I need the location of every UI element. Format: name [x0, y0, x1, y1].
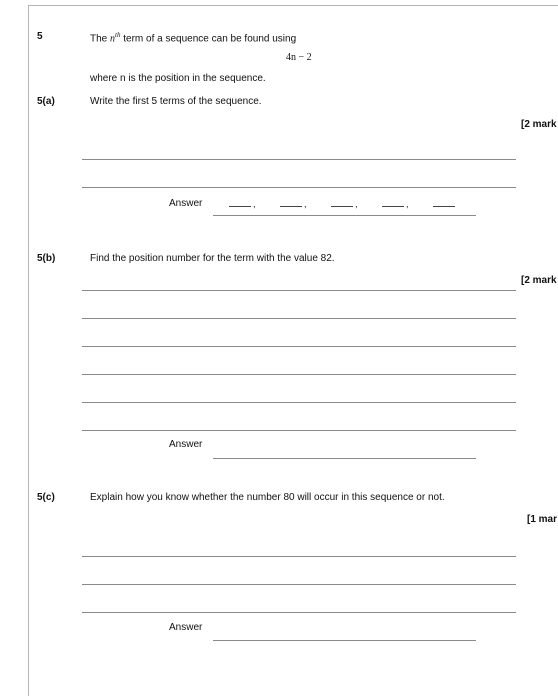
part-b-marks: [2 mark	[521, 275, 557, 286]
part-a-answer-label: Answer	[169, 198, 203, 209]
part-b-working-line[interactable]	[82, 374, 516, 375]
part-c-working-line[interactable]	[82, 584, 516, 585]
question-number: 5	[37, 31, 43, 42]
part-b-answer-label: Answer	[169, 439, 203, 450]
part-b-working-line[interactable]	[82, 318, 516, 319]
part-a-comma: ,	[406, 199, 409, 209]
formula: 4n − 2	[286, 52, 312, 63]
part-a-text: Write the first 5 terms of the sequence.	[90, 96, 262, 107]
part-b-answer-line[interactable]	[213, 458, 476, 459]
part-b-working-line[interactable]	[82, 290, 516, 291]
part-a-marks: [2 mark	[521, 119, 557, 130]
intro-pre: The	[90, 33, 111, 45]
intro-th: th	[115, 31, 121, 39]
part-a-working-line[interactable]	[82, 159, 516, 160]
intro-post: term of a sequence can be found using	[120, 33, 297, 45]
part-c-label: 5(c)	[37, 492, 55, 503]
intro-n: n	[110, 33, 116, 45]
part-b-text: Find the position number for the term with the value 82.	[90, 253, 335, 264]
part-b-label: 5(b)	[37, 253, 56, 264]
position-note: where n is the position in the sequence.	[90, 73, 266, 84]
part-a-label: 5(a)	[37, 96, 55, 107]
part-a-comma: ,	[355, 199, 358, 209]
part-a-term-blank[interactable]	[229, 206, 251, 207]
part-a-answer-line[interactable]	[213, 215, 476, 216]
part-c-marks: [1 mar	[527, 514, 558, 525]
question-intro	[90, 31, 296, 44]
part-a-comma: ,	[304, 199, 307, 209]
part-a-working-line[interactable]	[82, 187, 516, 188]
part-c-text: Explain how you know whether the number 80 will occur in this sequence or not.	[90, 492, 445, 503]
part-b-working-line[interactable]	[82, 402, 516, 403]
part-b-working-line[interactable]	[82, 430, 516, 431]
part-a-comma: ,	[253, 199, 256, 209]
part-a-term-blank[interactable]	[331, 206, 353, 207]
part-c-working-line[interactable]	[82, 612, 516, 613]
exam-page	[28, 5, 558, 696]
part-c-answer-line[interactable]	[213, 640, 476, 641]
part-a-term-blank[interactable]	[433, 206, 455, 207]
part-a-term-blank[interactable]	[382, 206, 404, 207]
part-c-working-line[interactable]	[82, 556, 516, 557]
part-a-term-blank[interactable]	[280, 206, 302, 207]
part-c-answer-label: Answer	[169, 622, 203, 633]
part-b-working-line[interactable]	[82, 346, 516, 347]
